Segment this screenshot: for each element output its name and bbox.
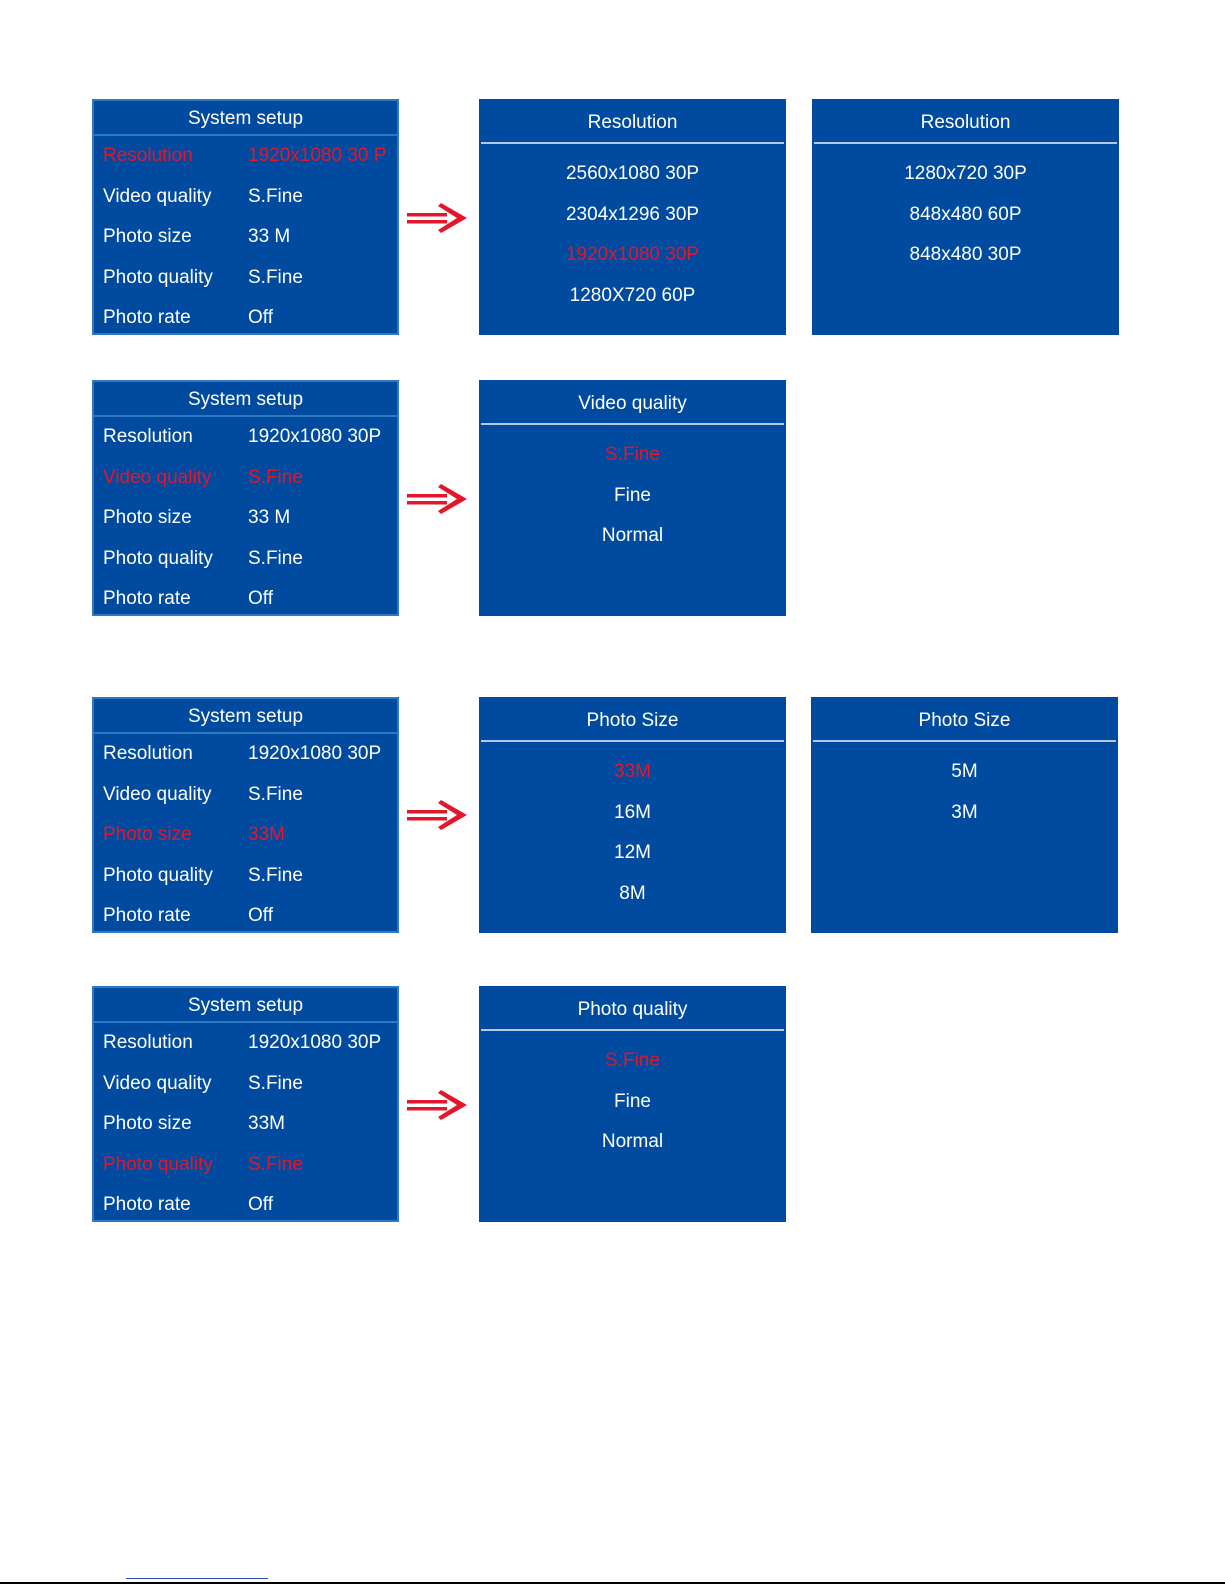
menu-item-value: 1920x1080 30P	[248, 426, 382, 447]
menu-item-value: S.Fine	[248, 783, 303, 805]
video-quality-submenu	[479, 380, 786, 616]
option-s-fine[interactable]: S.Fine	[605, 444, 660, 465]
menu-item-value: 1920x1080 30 P	[248, 145, 387, 166]
menu-item-photo-size[interactable]	[94, 1104, 397, 1145]
menu-item-video-quality[interactable]	[94, 775, 397, 816]
menu-item-photo-rate[interactable]	[94, 1185, 397, 1226]
submenu-title: Photo Size	[918, 710, 1011, 731]
menu-item-value: 33M	[248, 824, 285, 845]
option-16m[interactable]: 16M	[614, 801, 651, 823]
menu-item-photo-quality[interactable]	[94, 258, 397, 299]
arrow-right-icon	[405, 481, 469, 517]
menu-item-video-quality[interactable]	[94, 458, 397, 499]
menu-item-label: Resolution	[103, 1032, 193, 1053]
arrow-right-icon	[405, 200, 469, 236]
option-fine[interactable]: Fine	[614, 1090, 651, 1112]
submenu-title: Resolution	[920, 112, 1011, 133]
menu-item-resolution[interactable]	[94, 734, 397, 775]
menu-item-value: 33 M	[248, 507, 291, 528]
option-8m[interactable]: 8M	[619, 882, 646, 904]
menu-item-value: Off	[248, 588, 273, 609]
menu-item-photo-rate[interactable]	[94, 579, 397, 620]
option-2560x1080-30p[interactable]: 2560x1080 30P	[565, 163, 700, 184]
menu-item-value: S.Fine	[248, 266, 303, 288]
option-1280x720-60p[interactable]: 1280X720 60P	[569, 284, 696, 306]
menu-item-value: 33M	[248, 1113, 285, 1134]
menu-title: System setup	[94, 699, 397, 734]
menu-item-label: Photo rate	[103, 307, 191, 328]
menu-item-label: Photo size	[103, 824, 192, 845]
option-normal[interactable]: Normal	[601, 525, 664, 546]
option-1280x720-30p[interactable]: 1280x720 30P	[904, 163, 1027, 184]
menu-item-label: Resolution	[103, 743, 193, 764]
system-setup-menu	[92, 697, 399, 933]
option-s-fine[interactable]: S.Fine	[605, 1050, 660, 1071]
system-setup-menu	[92, 99, 399, 335]
system-setup-menu	[92, 380, 399, 616]
option-2304x1296-30p[interactable]: 2304x1296 30P	[565, 203, 700, 225]
resolution-submenu	[479, 99, 786, 335]
menu-item-video-quality[interactable]	[94, 1064, 397, 1105]
menu-item-value: Off	[248, 307, 273, 328]
menu-item-value: S.Fine	[248, 466, 303, 488]
menu-item-resolution[interactable]	[94, 1023, 397, 1064]
submenu-title: Resolution	[587, 112, 678, 133]
menu-item-label: Resolution	[103, 145, 193, 166]
menu-item-resolution[interactable]	[94, 136, 397, 177]
menu-item-value: Off	[248, 905, 273, 926]
photo-quality-submenu	[479, 986, 786, 1222]
menu-item-value: S.Fine	[248, 185, 303, 207]
menu-title: System setup	[94, 382, 397, 417]
menu-title: System setup	[94, 988, 397, 1023]
menu-item-value: S.Fine	[248, 547, 303, 569]
menu-item-label: Video quality	[103, 1072, 212, 1094]
menu-item-label: Photo rate	[103, 905, 191, 926]
menu-item-label: Photo rate	[103, 1194, 191, 1215]
menu-item-photo-size[interactable]	[94, 217, 397, 258]
menu-item-video-quality[interactable]	[94, 177, 397, 218]
submenu-title: Video quality	[578, 393, 687, 414]
resolution-submenu-page-2	[812, 99, 1119, 335]
option-12m[interactable]: 12M	[614, 842, 651, 863]
menu-item-value: 1920x1080 30P	[248, 1032, 382, 1053]
menu-item-label: Resolution	[103, 426, 193, 447]
menu-item-value: S.Fine	[248, 1072, 303, 1094]
menu-item-label: Photo rate	[103, 588, 191, 609]
menu-item-label: Photo quality	[103, 547, 213, 569]
menu-item-label: Photo size	[103, 507, 192, 528]
menu-title: System setup	[94, 101, 397, 136]
option-3m[interactable]: 3M	[951, 801, 978, 823]
menu-item-photo-size[interactable]	[94, 815, 397, 856]
menu-item-label: Video quality	[103, 185, 212, 207]
option-1920x1080-30p[interactable]: 1920x1080 30P	[565, 244, 700, 265]
option-848x480-30p[interactable]: 848x480 30P	[909, 244, 1022, 265]
option-5m[interactable]: 5M	[951, 761, 978, 782]
menu-item-value: 33 M	[248, 226, 291, 247]
footer-link-underline	[126, 1578, 268, 1579]
arrow-right-icon	[405, 1087, 469, 1123]
menu-item-label: Photo size	[103, 226, 192, 247]
menu-item-value: 1920x1080 30P	[248, 743, 382, 764]
menu-item-label: Video quality	[103, 466, 212, 488]
menu-item-value: S.Fine	[248, 864, 303, 886]
menu-item-photo-size[interactable]	[94, 498, 397, 539]
option-fine[interactable]: Fine	[614, 484, 651, 506]
menu-item-resolution[interactable]	[94, 417, 397, 458]
menu-item-label: Photo quality	[103, 266, 213, 288]
menu-item-photo-quality[interactable]	[94, 856, 397, 897]
menu-item-label: Photo quality	[103, 864, 213, 886]
menu-item-photo-rate[interactable]	[94, 298, 397, 339]
submenu-title: Photo quality	[577, 999, 688, 1020]
page-bottom-rule	[0, 1582, 1225, 1584]
menu-item-value: Off	[248, 1194, 273, 1215]
option-848x480-60p[interactable]: 848x480 60P	[909, 203, 1022, 225]
menu-item-value: S.Fine	[248, 1153, 303, 1175]
photo-size-submenu	[479, 697, 786, 933]
menu-item-label: Photo quality	[103, 1153, 213, 1175]
menu-item-label: Video quality	[103, 783, 212, 805]
system-setup-menu	[92, 986, 399, 1222]
menu-item-photo-rate[interactable]	[94, 896, 397, 937]
submenu-title: Photo Size	[586, 710, 679, 731]
option-normal[interactable]: Normal	[601, 1131, 664, 1152]
option-33m[interactable]: 33M	[614, 761, 651, 782]
arrow-right-icon	[405, 797, 469, 833]
menu-item-photo-quality[interactable]	[94, 1145, 397, 1186]
photo-size-submenu-page-2	[811, 697, 1118, 933]
menu-item-label: Photo size	[103, 1113, 192, 1134]
menu-item-photo-quality[interactable]	[94, 539, 397, 580]
